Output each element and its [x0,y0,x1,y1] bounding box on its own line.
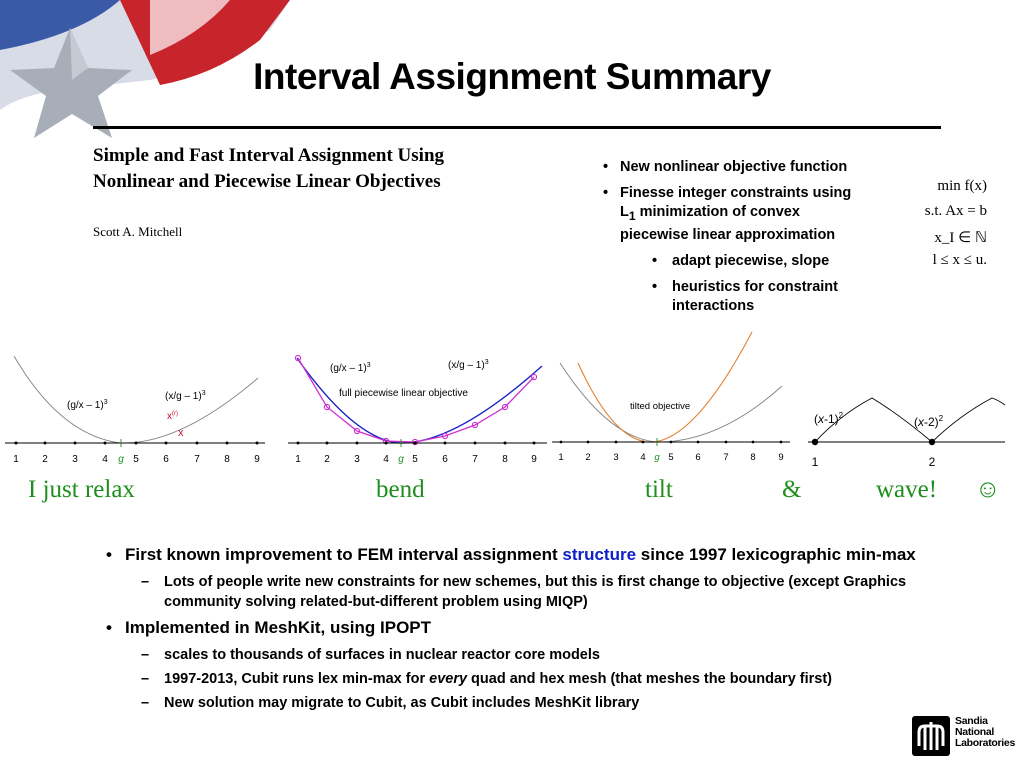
paper-title [93,143,553,195]
curve-label-left: (g/x – 1)$^3$ [330,362,371,374]
tick-label: 7 [194,454,200,465]
tick-label: 9 [778,452,784,463]
top-bullet-list [600,158,910,323]
plot-caption-row [0,476,1024,512]
wave-curve [815,398,1005,442]
relaxed-solution-label: $x^{(r)}$ [167,411,178,422]
math-objective: min f(x) [937,178,987,194]
sub-bullet-item: – 1997-2013, Cubit runs lex min-max for every quad and hex mesh (that meshes the boundary first) [104,669,984,689]
tick-label: 6 [695,452,701,463]
slide-title: Interval Assignment Summary [253,56,771,97]
tick-label: 2 [42,454,48,465]
caption-relax: I just relax [28,476,135,503]
tick-label: 5 [412,454,418,465]
tick-label: 3 [72,454,78,465]
tick-label: 4 [102,454,108,465]
tick-label: 9 [254,454,260,465]
wave-label-1: $(x-1)^2$ [814,411,844,426]
caption-bend: bend [376,476,425,503]
tick-label: 1 [295,454,301,465]
tick-label-goal: g [654,452,660,463]
sub-bullet-item: – scales to thousands of surfaces in nuclear reactor core models [104,645,984,665]
curve-label-left: (g/x – 1)$^3$ [67,399,108,411]
math-integer: x_I ∈ ℕ [934,230,987,246]
paper-author: Scott A. Mitchell [93,224,183,239]
plot-tilt [552,328,792,475]
tick-label: 2 [585,452,591,463]
caption-tilt: tilt [645,476,673,503]
plot-relax [0,340,270,475]
tick-label: 2 [928,455,936,469]
tick-label: 8 [502,454,508,465]
bullet-item: • First known improvement to FEM interval assignment structure since 1997 lexicographic min-max [104,543,984,566]
tick-label: 2 [324,454,330,465]
plot-caption: full piecewise linear objective [339,388,468,399]
tick-label: 7 [472,454,478,465]
bullet-item: • Implemented in MeshKit, using IPOPT [104,616,984,639]
curve-label-right: (x/g – 1)$^3$ [448,359,489,371]
plot-bend [285,340,550,475]
tick-label: 9 [531,454,537,465]
tick-label: 8 [750,452,756,463]
bullet-item: • New nonlinear objective function [600,158,910,177]
bottom-bullet-list [104,543,984,717]
tick-label: 6 [163,454,169,465]
sub-bullet-item: • adapt piecewise, slope [600,252,910,271]
sub-bullet-item: • heuristics for constraint interactions [600,278,910,316]
tick-label: 1 [558,452,564,463]
sub-bullet-item: – Lots of people write new constraints for new schemes, but this is first change to objective (except Graphics community solving related-but-different problem using MIQP) [104,572,984,612]
tick-label: 1 [811,455,819,469]
sandia-wordmark: Sandia National Laboratories [955,715,1015,749]
math-bounds: l ≤ x ≤ u. [932,252,987,268]
tick-label: 5 [668,452,674,463]
paper-title-line: Nonlinear and Piecewise Linear Objectives [93,171,441,192]
tick-label: 8 [224,454,230,465]
math-constraint: s.t. Ax = b [924,203,987,219]
tick-label: 5 [133,454,139,465]
paper-title-line: Simple and Fast Interval Assignment Using [93,145,445,166]
curve-label-right: (x/g – 1)$^3$ [165,390,206,402]
tick-label-goal: g [398,454,404,465]
plot-caption: tilted objective [630,401,691,412]
wave-label-2: $(x-2)^2$ [914,414,944,429]
sub-bullet-item: – New solution may migrate to Cubit, as Cubit includes MeshKit library [104,693,984,713]
tick-label: 3 [613,452,619,463]
smiley-icon: ☺ [975,476,1001,503]
caption-wave: wave! [876,476,938,503]
accent-word: structure [562,545,637,564]
relaxed-solution-marker: x [178,427,184,439]
integer-point [812,439,818,445]
tick-label: 6 [442,454,448,465]
plot-wave [800,390,1010,475]
tick-label: 4 [640,452,646,463]
integer-point [929,439,935,445]
tick-label: 1 [13,454,19,465]
title-divider [93,126,941,129]
caption-ampersand: & [782,476,802,503]
tick-label: 4 [383,454,389,465]
tick-label-goal: g [118,454,124,465]
tick-label: 7 [723,452,729,463]
tick-label: 3 [354,454,360,465]
relax-curve [14,356,258,443]
bullet-item: • Finesse integer constraints using $L_1$ minimization of convex piecewise linear approximation [600,184,910,245]
